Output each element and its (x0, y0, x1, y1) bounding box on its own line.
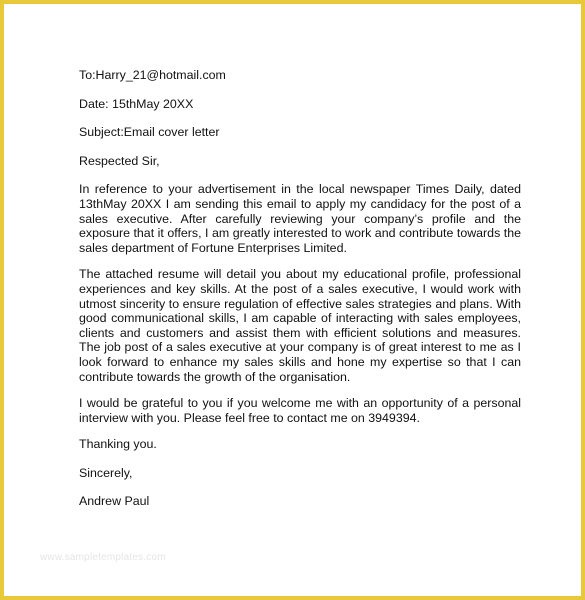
letter-body (79, 68, 521, 509)
letter-date: Date: 15thMay 20XX (79, 96, 194, 111)
thanks-line: Thanking you. (79, 437, 157, 452)
closing-line: Sincerely, (79, 465, 133, 480)
recipient-email: To:Harry_21@hotmail.com (79, 68, 226, 82)
watermark-text: www.sampletemplates.com (40, 552, 166, 563)
salutation: Respected Sir, (79, 153, 160, 168)
letter-subject: Subject:Email cover letter (79, 125, 220, 140)
paragraph-qualifications: The attached resume will detail you about my educational profile, professional experiences and key skills. At the post of a sales executive, I would work with utmost sincerity to ensure regulation of effective sales strategies and plans. With good communicational skills, I am capable of interacting with sales employees, clients and customers and assist them with efficient solutions and measures. The job post of a sales executive at your company is of great interest to me as I look forward to enhance my sales skills and hone my expertise so that I can contribute towards the growth of the organisation. (79, 267, 521, 384)
paragraph-request: I would be grateful to you if you welcome me with an opportunity of a personal interview with you. Please feel free to contact me on 3949394. (79, 396, 521, 425)
signature-name: Andrew Paul (79, 494, 150, 509)
paragraph-intro: In reference to your advertisement in the local newspaper Times Daily, dated 13thMay 20XX I am sending this email to apply my candidacy for the post of a sales executive. After carefully reviewing your company’s profile and the exposure that it offers, I am greatly interested to work and contribute towards the sales department of Fortune Enterprises Limited. (79, 182, 521, 255)
